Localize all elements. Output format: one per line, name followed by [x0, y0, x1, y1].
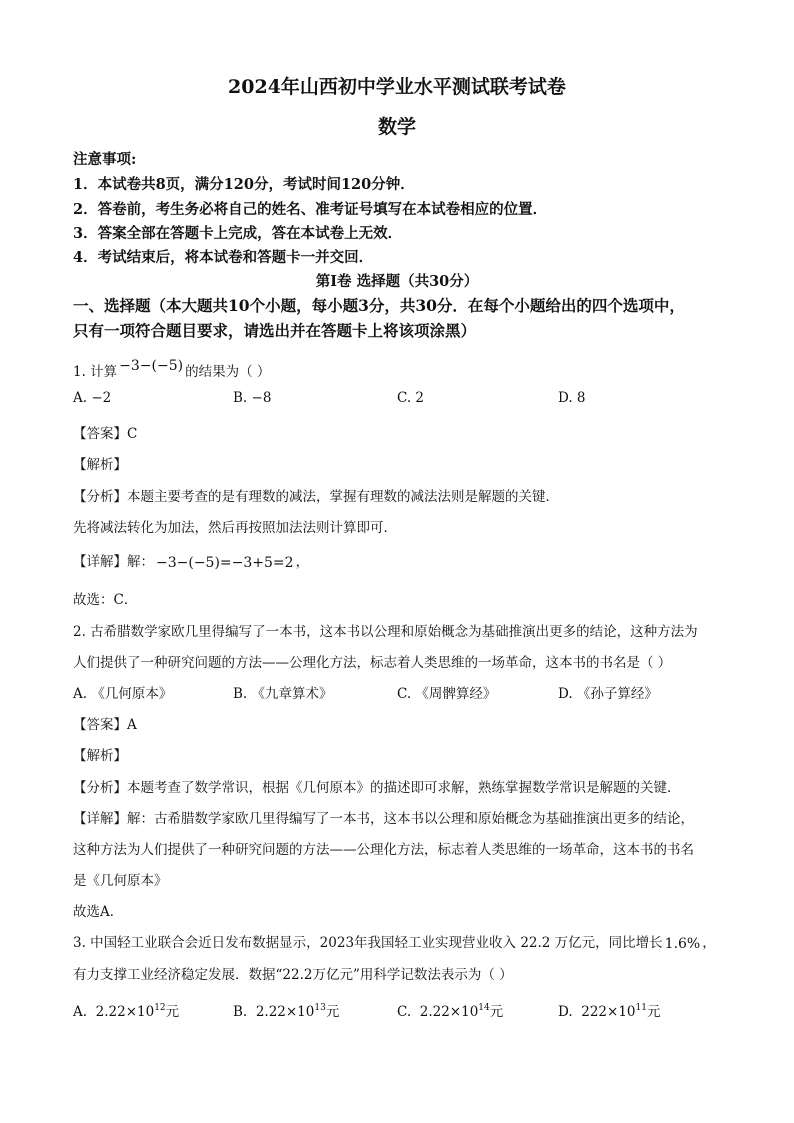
q3-option-unit: 元 [165, 1004, 180, 1020]
q3-option-mantissa: 2.22×10 [419, 1004, 479, 1020]
q3-option-exponent: 14 [478, 1003, 490, 1013]
q3-option-a [73, 1000, 179, 1020]
q3-option-c [397, 1000, 503, 1020]
q1-analysis-tag: 【解析】 [73, 457, 127, 473]
q3-option-exponent: 13 [314, 1003, 326, 1013]
q2-detail-line: 【详解】解：古希腊数学家欧几里得编写了一本书，这本书以公理和原始概念为基础推演出更多的结论， [73, 811, 694, 827]
section-instructions: 只有一项符合题目要求，请选出并在答题卡上将该项涂黑） [73, 321, 477, 340]
section-instructions: 一、选择题（本大题共10个小题，每小题3分，共30分．在每个小题给出的四个选项中， [73, 296, 685, 315]
q3-option-exponent: 11 [635, 1003, 647, 1013]
q1-expression: −3−(−5) [119, 358, 184, 374]
q2-option-a: A. 《几何原本》 [73, 686, 173, 702]
q1-option-c: C. 2 [397, 390, 425, 406]
q1-answer: 【答案】C [73, 426, 138, 442]
q1-prefix: 1. 计算 [73, 364, 118, 380]
q1-fenxi: 【分析】本题主要考查的是有理数的减法，掌握有理数的减法法则是解题的关键． [73, 489, 559, 505]
q2-option-b: B. 《九章算术》 [233, 686, 333, 702]
notice-item: 1．本试卷共8页，满分120分，考试时间120分钟． [73, 176, 415, 193]
exam-title: 2024年山西初中学业水平测试联考试卷 [228, 76, 566, 98]
q3-option-label: A. [73, 1004, 88, 1020]
q2-answer: 【答案】A [73, 717, 137, 733]
question-1 [73, 358, 270, 380]
notice-item: 4．考试结束后，将本试卷和答题卡一并交回． [73, 249, 374, 266]
notice-item: 3．答案全部在答题卡上完成，答在本试卷上无效． [73, 225, 403, 242]
q1-fenxi-2: 先将减法转化为加法，然后再按照加法法则计算即可． [73, 520, 397, 536]
q3-option-label: D. [558, 1004, 573, 1020]
q1-detail-expression: −3−(−5)=−3+5=2 [156, 555, 294, 571]
notice-heading: 注意事项: [73, 151, 137, 168]
q3-text-a: 3. 中国轻工业联合会近日发布数据显示，2023年我国轻工业实现营业收入 22.2 万亿元，同比增长 [73, 935, 663, 951]
q3-option-mantissa: 2.22×10 [95, 1004, 155, 1020]
question-3-line: 有力支撑工业经济稳定发展．数据“22.2万亿元”用科学记数法表示为（ ） [73, 967, 513, 983]
q3-option-d [558, 1000, 660, 1020]
q3-option-unit: 元 [646, 1004, 661, 1020]
q2-detail-line: 这种方法为人们提供了一种研究问题的方法——公理化方法，标志着人类思维的一场革命，这本书的书名 [73, 842, 694, 858]
q3-option-label: B. [233, 1004, 248, 1020]
q3-option-mantissa: 2.22×10 [255, 1004, 315, 1020]
question-2-line: 2. 古希腊数学家欧几里得编写了一本书，这本书以公理和原始概念为基础推演出更多的结论，这种方法为 [73, 624, 698, 640]
q3-option-exponent: 12 [154, 1003, 166, 1013]
q1-option-a: A. −2 [73, 390, 112, 406]
q1-detail [73, 550, 309, 571]
q1-conclusion: 故选：C． [73, 592, 138, 608]
q1-suffix: 的结果为（ ） [185, 364, 271, 380]
q2-conclusion: 故选A． [73, 904, 124, 920]
q1-detail-prefix: 【详解】解： [73, 554, 154, 570]
q1-detail-suffix: ， [295, 554, 310, 570]
q3-option-unit: 元 [489, 1004, 504, 1020]
q2-option-d: D. 《孙子算经》 [558, 686, 658, 702]
q1-option-b: B. −8 [233, 390, 272, 406]
q3-option-label: C. [397, 1004, 412, 1020]
q3-percent: 1.6% [664, 936, 701, 952]
q2-fenxi: 【分析】本题考查了数学常识，根据《几何原本》的描述即可求解，熟练掌握数学常识是解题的关键． [73, 780, 681, 796]
q3-option-unit: 元 [325, 1004, 340, 1020]
part-heading: 第Ⅰ卷 选择题（共30分） [315, 273, 479, 290]
q2-detail-line: 是《几何原本》 [73, 873, 168, 889]
q3-option-b [233, 1000, 339, 1020]
q3-option-mantissa: 222×10 [581, 1004, 636, 1020]
q2-option-c: C. 《周髀算经》 [397, 686, 497, 702]
q2-analysis-tag: 【解析】 [73, 748, 127, 764]
question-2-line: 人们提供了一种研究问题的方法——公理化方法，标志着人类思维的一场革命，这本书的书名是（ ） [73, 655, 672, 671]
q1-option-d: D. 8 [558, 390, 586, 406]
notice-item: 2．答卷前，考生务必将自己的姓名、准考证号填写在本试卷相应的位置． [73, 201, 548, 218]
question-3-line [73, 931, 716, 952]
q3-text-c: ， [702, 935, 716, 951]
subject-title: 数学 [377, 116, 416, 138]
